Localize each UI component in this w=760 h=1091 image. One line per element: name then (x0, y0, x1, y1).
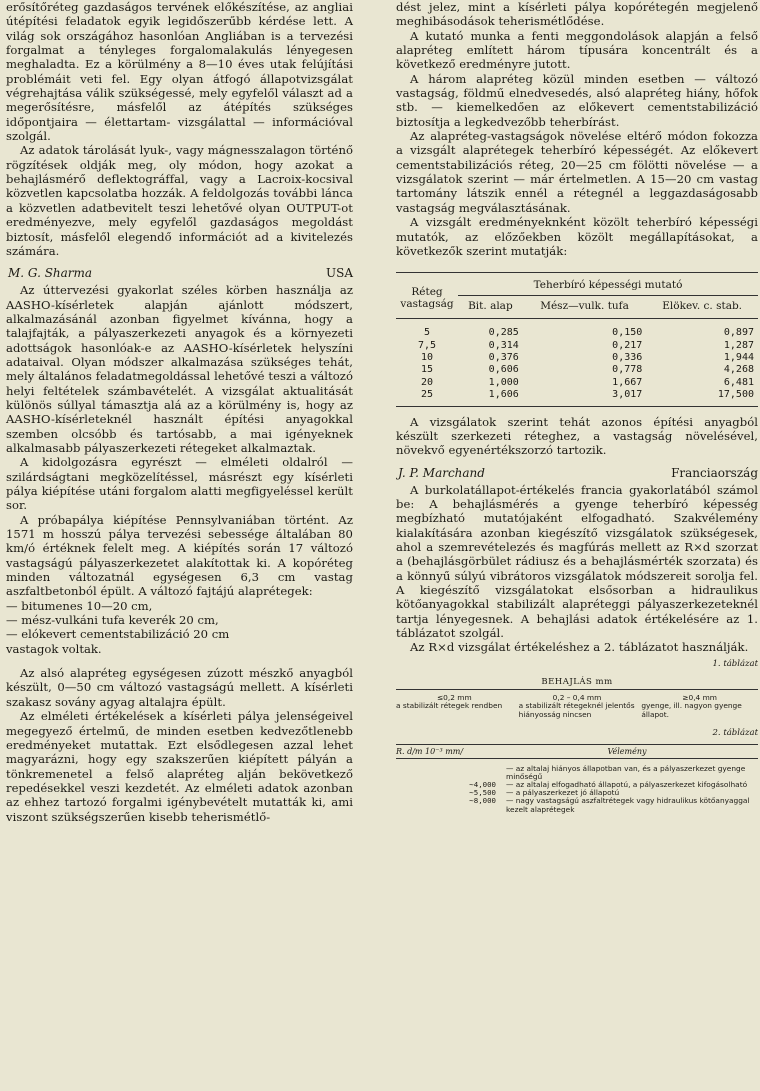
table-header-group: Teherbíró képességi mutató (458, 273, 758, 296)
opinion-col-header: Vélemény (607, 746, 647, 756)
table-cell: 0,314 (488, 339, 519, 351)
table-cell: 0,336 (612, 352, 643, 363)
author-country: USA (326, 266, 353, 281)
bearing-capacity-table (396, 272, 758, 406)
left-column (6, 0, 353, 824)
table-cell: 1,606 (458, 389, 523, 406)
rxd-opinion: — nagy vastagságú aszfaltrétegek vagy hidraulikus kötőanyaggal kezelt alaprétegek (506, 796, 750, 814)
table-row (396, 319, 758, 340)
table-cell: 1,000 (488, 376, 519, 388)
table-cell: 10 (420, 352, 434, 363)
deflection-col-header: 0,2 – 0,4 mm (552, 692, 602, 702)
rxd-opinion: — az altalaj elfogadható állapotú, a pályaszerkezet kifogásolható (506, 779, 748, 789)
author-country: Franciaország (671, 465, 758, 480)
paragraph: Az úttervezési gyakorlat széles körben használja az AASHO-kísérletek alapján ajánlott módszert, alkalmazásánál azonban figyelmet kívánna, hogy a talajfajták, a pályaszerkezeti anyagok és a környezeti adottságok hasonlóak-e az AASHO-kísérletek helyszíni adataival. Olyan módszer alkalmazása szükséges tehát, mely általános feladatmegoldással lehetővé teszi a változó helyi feltételek számbavételét. A vizsgálat aktualitását különös súllyal támasztja alá az a körülmény is, hogy az AASHO-kísérleteknél használt építési anyagokkal szemben olcsóbb és tartósabb, a mai igényeknek alkalmasabb pályaszerkezeti rétegeket alkalmaztak. (6, 283, 353, 455)
rxd-value: ∼4,000 (469, 779, 496, 789)
paragraph: Az alsó alapréteg egységesen zúzott mészkő anyagból készült, 0—50 cm változó vastagságú mellett. A kísérleti szakasz sovány agyag altalajra épült. (6, 666, 353, 709)
table-cell: 0,897 (723, 327, 754, 339)
table-cell: 6,481 (723, 376, 754, 388)
table-label: 1. táblázat (712, 658, 758, 669)
paragraph: dést jelez, mint a kísérleti pálya kopórétegén megjelenő meghibásodások teherismétlődése. (396, 0, 758, 29)
list-item: vastagok voltak. (6, 641, 102, 656)
table-cell: 3,017 (523, 389, 647, 406)
table-cell: 0,150 (612, 327, 643, 339)
table-row (396, 364, 758, 376)
table-row (396, 340, 758, 352)
paragraph: A burkolatállapot-értékelés francia gyakorlatából számol be: A behajlásmérés a gyenge teherbíró képesség megbízható mutatójaként elfogadható. Szakvélemény kialakítására azonban kiegészítő vizsgálatok szükségesek, ahol a szemrevételezés és magfúrás mellett az R×d szorzat a (behajlásgörbület rádiusz és a behajlásmérték szorzata) és a könnyű súlyú vibrátoros vizsgálatok módszereit sorolja fel. A kiegészítő vizsgálatokat elsősorban a hidraulikus kötőanyagokkal stabilizált alapréteggi pályaszerkezeteknél tartja lényegesnek. A behajlási adatok értékelésére az 1. táblázatot szolgál. (396, 482, 758, 641)
paragraph: erősítőréteg gazdaságos tervének előkészítése, az angliai útépítési feladatok egyik legidőszerűbb kérdése lett. A világ sok országához hasonlóan Angliában is a tervezési forgalmat a tényleges forgalomalakulás lényegesen meghaladta. Ez a körülmény a 8—10 éves utak felújítási problémáit veti fel. Egy olyan átfogó állapotvizsgálat végrehajtása válik szükségessé, mely egyfelől választ ad a megerősítésre, másfelől az átépítés szükséges időpontjaira — élettartam- vizsgálattal — információval szolgál. (6, 0, 353, 144)
table-header-col: Mész—vulk. tufa (523, 296, 647, 319)
paragraph: A vizsgálatok szerint tehát azonos építési anyagból készült szerkezeti réteghez, a vastagság növelésével, növekvő egyenértékszorzó tartozik. (396, 414, 758, 458)
rxd-col-header: R. d/m 10⁻³ mm/ (396, 746, 464, 756)
table-cell: 5 (423, 327, 431, 339)
deflection-col-text: a stabilizált rétegek rendben (396, 701, 503, 711)
deflection-col-text: gyenge, ill. nagyon gyenge állapot. (641, 701, 742, 719)
table-cell: 0,285 (488, 327, 519, 339)
author-heading (396, 466, 758, 481)
rxd-value: ∼5,500 (469, 788, 496, 798)
table-header-col: Elökev. c. stab. (646, 296, 758, 319)
table-cell: 17,500 (646, 389, 758, 406)
table-cell: 15 (420, 364, 434, 376)
table-cell: 0,606 (488, 364, 519, 376)
paragraph: A vizsgált eredményeknként közölt teherbíró képességi mutatók, az előzőekben közölt megállapításokat, a következők szerint mutatják: (396, 215, 758, 258)
author-name: J. P. Marchand (398, 465, 485, 480)
table-row (396, 389, 758, 406)
table-cell: 1,944 (723, 352, 754, 363)
list-item: — mész-vulkáni tufa keverék 20 cm, (6, 613, 219, 628)
paragraph: Az elméleti értékelések a kísérleti pálya jelenségeivel megegyező értelmű, de minden esetben kedvezőtlenebb eredményeket mutattak. Ezt elsődlegesen azzal lehet magyarázni, hogy egy szakszerűen kiépített pályán a tönkremenetel a felső alapréteg alján bekövetkező repedésekkel veszi kezdetét. Az elméleti adatok azonban az ehhez tartozó forgalmi igénybevételt mutatták ki, ami viszont szükségszerűen kisebb teherismétlő- (6, 709, 353, 824)
deflection-col-header: ≤0,2 mm (436, 692, 472, 702)
rxd-value: ∼8,000 (469, 796, 496, 806)
rxd-value (396, 765, 506, 781)
table-cell: 0,778 (612, 364, 643, 376)
table-cell: 0,376 (488, 352, 519, 363)
deflection-table-title: BEHAJLÁS mm (541, 676, 613, 687)
table-label: 2. táblázat (712, 727, 758, 738)
table-cell: 25 (396, 389, 458, 406)
paragraph: Az alapréteg-vastagságok növelése eltérő módon fokozza a vizsgált alaprétegek teherbíró képességét. Az előkevert cementstabilizációs réteg, 20—25 cm fölötti növelése — a vizsgálatok szerint — már értelmetlen. A 15—20 cm vastag tartomány látszik ennél a rétegnél a leggazdaságosabb vastagság megválasztásának. (396, 129, 758, 215)
right-column (396, 0, 758, 814)
deflection-table (396, 694, 758, 720)
base-layer-list (6, 599, 353, 656)
deflection-col-text: a stabilizált rétegeknél jelentős hiányosság nincsen (518, 701, 635, 719)
list-item: — elókevert cementstabilizáció 20 cm (6, 627, 230, 642)
table-header-col: Bit. alap (458, 296, 523, 319)
table-row (396, 352, 758, 364)
deflection-col-header: ≥0,4 mm (682, 692, 717, 702)
table-row (396, 377, 758, 389)
author-name: M. G. Sharma (8, 266, 93, 281)
table-cell: 1,287 (723, 339, 754, 351)
table-header-thickness: Réteg vastagság (396, 273, 458, 319)
table-cell: 0,217 (612, 339, 643, 351)
paragraph: A kutató munka a fenti meggondolások alapján a felső alapréteg említett három típusára koncentrált és a következő eredményre jutott. (396, 28, 758, 72)
paragraph: A három alapréteg közül minden esetben — változó vastagság, földmű elnedvesedés, alsó alapréteg hiány, hőfok stb. — kiemelkedően az előkevert cementstabilizáció biztosítja a legkedvezőbb teherbírást. (396, 71, 758, 129)
table-cell: 4,268 (723, 364, 754, 376)
paragraph: Az adatok tárolását lyuk-, vagy mágnesszalagon történő rögzítések oldják meg, oly módon, hogy azokat a behajlásmérő deflektográffal, vagy a Lacroix-kocsival közvetlen kapcsolatba hozzák. A feldolgozás további lánca a közvetlen adatbevitelt teszi lehetővé olyan OUTPUT-ot eredményezve, mely egyfelől gazdaságos megoldást biztosít, másfelől elegendő információt ad a kivitelezés számára. (6, 143, 353, 258)
table-cell: 1,667 (612, 376, 643, 388)
paragraph: Az R×d vizsgálat értékeléshez a 2. táblázatot használják. (410, 640, 749, 655)
author-heading (6, 266, 353, 281)
paragraph: A próbapálya kiépítése Pennsylvaniában történt. Az 1571 m hosszú pálya tervezési sebessége általában 80 km/ó értéknek felelt meg. A kiépítés során 17 változó vastagságú pályaszerkezetet alakítottak ki. A kopóréteg minden változatnál egységesen 6,3 cm vastag aszfaltbetonból épült. A változó fajtájú alaprétegek: (6, 512, 353, 599)
table-cell: 7,5 (417, 339, 437, 351)
paragraph: A kidolgozásra egyrészt — elméleti oldalról — szilárdságtani megközelítéssel, másrészt egy kísérleti pálya kiépítése utáni forgalom alatti megfigyeléssel került sor. (6, 455, 353, 513)
rxd-opinion: — a pályaszerkezet jó állapotú (506, 788, 620, 798)
rxd-opinion: — az altalaj hiányos állapotban van, és a pályaszerkezet gyenge minőségű (506, 763, 746, 781)
list-item: — bitumenes 10—20 cm, (6, 598, 153, 613)
table-cell: 20 (420, 376, 434, 388)
rxd-table (396, 744, 758, 814)
